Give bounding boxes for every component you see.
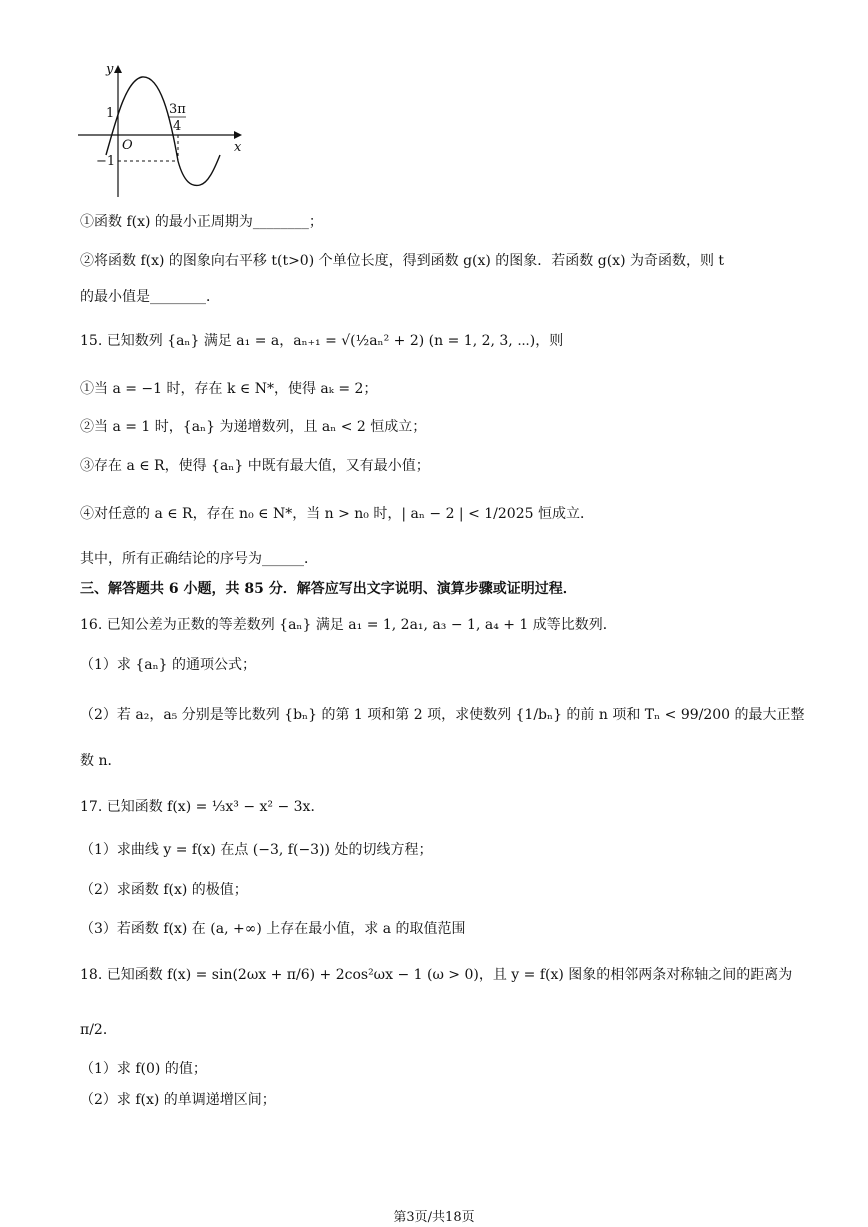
section3-heading: 三、解答题共 6 小题，共 85 分．解答应写出文字说明、演算步骤或证明过程． [80, 581, 577, 597]
q17-stem: 17. 已知函数 f(x) = ⅓x³ − x² − 3x． [80, 799, 325, 815]
q17-part1: （1）求曲线 y = f(x) 在点 (−3, f(−3)) 处的切线方程； [80, 842, 433, 858]
tick-x-den: 4 [173, 119, 182, 134]
q14-part1: ①函数 f(x) 的最小正周期为________； [80, 214, 323, 230]
q16-part2: （2）若 a₂，a₅ 分别是等比数列 {bₙ} 的第 1 项和第 2 项，求使数列 {1/bₙ} 的前 n 项和 Tₙ < 99/200 的最大正整 [80, 707, 805, 723]
q15-answer-prompt: 其中，所有正确结论的序号为______． [80, 551, 318, 567]
tick-1: 1 [106, 106, 115, 121]
q15-option2: ②当 a = 1 时，{aₙ} 为递增数列，且 aₙ < 2 恒成立； [80, 419, 427, 435]
q16-stem: 16. 已知公差为正数的等差数列 {aₙ} 满足 a₁ = 1, 2a₁, a₃ − 1, a₄ + 1 成等比数列． [80, 617, 617, 633]
x-label: x [234, 140, 242, 155]
q18-stem-cont: π/2． [80, 1022, 117, 1038]
q15-stem: 15. 已知数列 {aₙ} 满足 a₁ = a，aₙ₊₁ = √(½aₙ² + 2) (n = 1, 2, 3, ⋯)，则 [80, 333, 564, 349]
tick-x-num: 3π [169, 102, 186, 117]
q16-part1: （1）求 {aₙ} 的通项公式； [80, 657, 257, 673]
sine-curve [106, 77, 220, 186]
q15-option3: ③存在 a ∈ R，使得 {aₙ} 中既有最大值，又有最小值； [80, 458, 430, 474]
origin-label: O [122, 138, 133, 153]
q14-part2-cont: 的最小值是________． [80, 289, 220, 305]
x-axis-arrow [234, 131, 242, 139]
y-axis-arrow [114, 65, 122, 73]
q18-part2: （2）求 f(x) 的单调递增区间； [80, 1092, 276, 1108]
q14-part2: ②将函数 f(x) 的图象向右平移 t(t>0) 个单位长度，得到函数 g(x) 的图象．若函数 g(x) 为奇函数，则 t [80, 253, 725, 269]
q16-part2-cont: 数 n． [80, 753, 122, 769]
q17-part3: （3）若函数 f(x) 在 (a, +∞) 上存在最小值，求 a 的取值范围 [80, 921, 466, 937]
page-footer: 第3页/共18页 [393, 1210, 475, 1225]
q15-option1: ①当 a = −1 时，存在 k ∈ N*，使得 aₖ = 2； [80, 381, 378, 397]
y-label: y [106, 62, 114, 77]
q18-stem: 18. 已知函数 f(x) = sin(2ωx + π/6) + 2cos²ωx − 1 (ω > 0)，且 y = f(x) 图象的相邻两条对称轴之间的距离为 [80, 967, 793, 983]
q15-option4: ④对任意的 a ∈ R，存在 n₀ ∈ N*，当 n > n₀ 时，| aₙ − 2 | < 1/2025 恒成立． [80, 506, 594, 522]
tick-neg1: −1 [96, 154, 116, 169]
sine-graph [70, 55, 250, 205]
q17-part2: （2）求函数 f(x) 的极值； [80, 882, 248, 898]
q18-part1: （1）求 f(0) 的值； [80, 1061, 207, 1077]
